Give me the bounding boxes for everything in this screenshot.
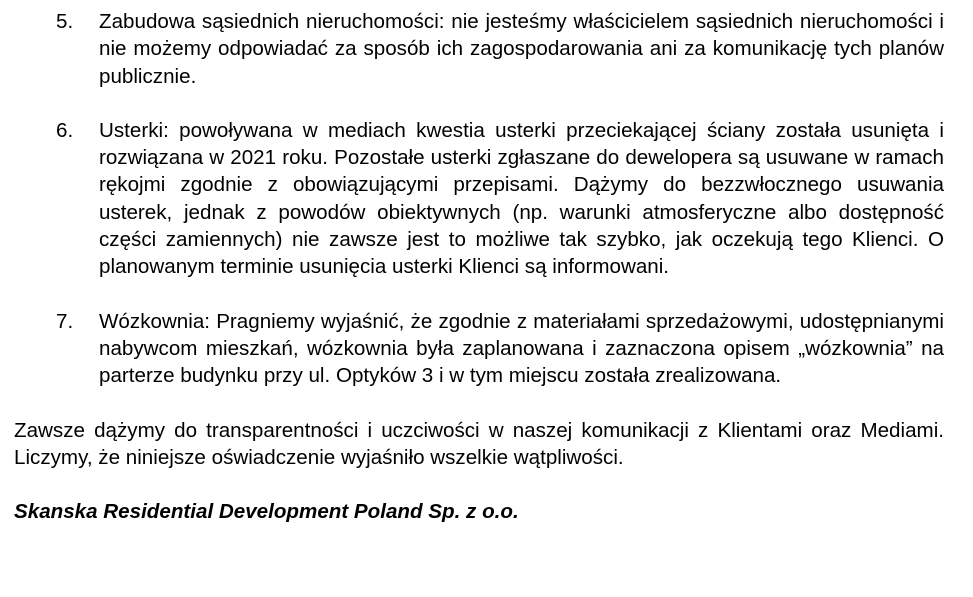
list-item-5 <box>14 8 944 90</box>
signature: Skanska Residential Development Poland Sp. z o.o. <box>14 500 519 524</box>
list-number: 5. <box>56 10 74 33</box>
closing-paragraph: Zawsze dążymy do transparentności i uczciwości w naszej komunikacji z Klientami oraz Mediami. Liczymy, że niniejsze oświadczenie wyjaśniło wszelkie wątpliwości. <box>14 418 944 469</box>
list-item-text: Usterki: powoływana w mediach kwestia usterki przeciekającej ściany została usunięta i rozwiązana w 2021 roku. Pozostałe usterki zgłaszane do dewelopera są usuwane w ramach rękojmi zgodnie z obowiązującymi przepisami. Dążymy do bezzwłocznego usuwania usterek, jednak z powodów obiektywnych (np. warunki atmosferyczne albo dostępność części zamiennych) nie zawsze jest to możliwe tak szybko, jak oczekują tego Klienci. O planowanym terminie usunięcia usterki Klienci są informowani. <box>99 118 944 279</box>
list-item-7 <box>14 308 944 390</box>
list-number: 6. <box>56 118 74 142</box>
list-number: 7. <box>56 309 74 333</box>
document-body <box>14 8 944 552</box>
list-item-6 <box>14 117 944 281</box>
list-item-text: Zabudowa sąsiednich nieruchomości: nie jesteśmy właścicielem sąsiednich nieruchomości i nie możemy odpowiadać za sposób ich zagospodarowania ani za komunikację tych planów publicznie. <box>99 10 944 88</box>
list-item-text: Wózkownia: Pragniemy wyjaśnić, że zgodnie z materiałami sprzedażowymi, udostępnianymi nabywcom mieszkań, wózkownia była zaplanowana i zaznaczona opisem „wózkownia” na parterze budynku przy ul. Optyków 3 i w tym miejscu została zrealizowana. <box>99 309 944 388</box>
